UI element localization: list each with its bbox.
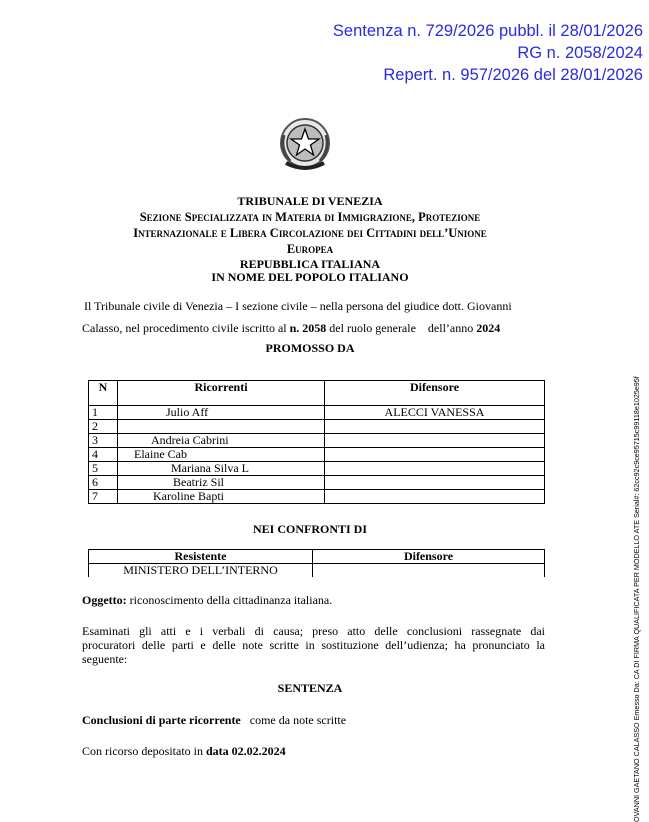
sentenza-heading: SENTENZA — [277, 681, 343, 695]
stamp-repert: Repert. n. 957/2026 del 28/01/2026 — [383, 66, 643, 84]
promosso-da-heading: PROMOSSO DA — [265, 341, 355, 355]
resistente-name: MINISTERO DELL’INTERNO — [89, 564, 313, 578]
ricorrente-name: Karoline Bapti — [118, 490, 325, 504]
esaminati-line-3: seguente: — [82, 652, 128, 666]
ricorrente-name: Andreia Cabrini — [118, 434, 325, 448]
section-line-2: Internazionale e Libera Circolazione dei Cittadini dell’Unione — [133, 226, 487, 240]
row-number: 3 — [89, 434, 118, 448]
ricorrente-name: Elaine Cab — [118, 448, 325, 462]
difensore-name — [325, 476, 545, 490]
table-row — [89, 564, 545, 578]
difensore-name — [313, 564, 545, 578]
rg-number: n. 2058 — [289, 321, 327, 335]
rg-year: 2024 — [476, 321, 501, 335]
table-row — [89, 406, 545, 420]
conclusioni-text: come da note scritte — [240, 713, 347, 727]
ricorso-deposit — [82, 743, 286, 759]
section-line-1: Sezione Specializzata in Materia di Immigrazione, Protezione — [139, 210, 481, 224]
row-number: 7 — [89, 490, 118, 504]
intro-text: del ruolo generale dell’anno — [326, 321, 477, 335]
ricorrente-name: Beatriz Sil — [118, 476, 325, 490]
table-row — [89, 462, 545, 476]
republic-heading: REPUBBLICA ITALIANA — [239, 257, 381, 271]
ricorso-text: Con ricorso depositato in — [82, 744, 206, 758]
conclusioni-label: Conclusioni di parte ricorrente — [82, 713, 241, 727]
header-resistente: Resistente — [89, 550, 313, 564]
stamp-sentenza: Sentenza n. 729/2026 pubbl. il 28/01/2026 — [332, 22, 643, 40]
difensore-name — [325, 448, 545, 462]
ricorrente-name — [118, 420, 325, 434]
oggetto-label: Oggetto: — [82, 593, 127, 607]
resistente-table — [88, 549, 545, 577]
section-line-3: Europea — [286, 242, 334, 256]
oggetto — [82, 592, 332, 608]
difensore-name — [325, 490, 545, 504]
ricorso-date: data 02.02.2024 — [205, 744, 286, 758]
ricorrenti-table — [88, 380, 545, 504]
table-row — [89, 434, 545, 448]
conclusioni — [82, 712, 346, 728]
in-name-heading: IN NOME DEL POPOLO ITALIANO — [211, 270, 409, 284]
row-number: 6 — [89, 476, 118, 490]
esaminati-paragraph — [82, 624, 545, 666]
esaminati-line-2: procuratori delle parti e delle note scritte in sostituzione dell’udienza; ha pronunciato la — [82, 638, 545, 652]
header-ricorrenti: Ricorrenti — [118, 381, 325, 406]
difensore-name — [325, 462, 545, 476]
table-row — [89, 490, 545, 504]
row-number: 2 — [89, 420, 118, 434]
ricorrente-name: Julio Aff — [118, 406, 325, 420]
court-name: TRIBUNALE DI VENEZIA — [237, 194, 383, 208]
row-number: 1 — [89, 406, 118, 420]
intro-line-1: Il Tribunale civile di Venezia – I sezione civile – nella persona del giudice dott. Giovanni — [84, 299, 512, 313]
stamp-rg: RG n. 2058/2024 — [517, 44, 643, 62]
intro-line-2 — [82, 320, 500, 336]
table-header-row — [89, 381, 545, 406]
table-row — [89, 448, 545, 462]
header-difensore: Difensore — [325, 381, 545, 406]
table-header-row — [89, 550, 545, 564]
table-row — [89, 476, 545, 490]
italian-republic-emblem-icon — [276, 115, 334, 177]
difensore-name — [325, 420, 545, 434]
difensore-name: ALECCI VANESSA — [325, 406, 545, 420]
table-row — [89, 420, 545, 434]
difensore-name — [325, 434, 545, 448]
header-n: N — [89, 381, 118, 406]
row-number: 4 — [89, 448, 118, 462]
publication-stamp — [333, 20, 643, 86]
esaminati-line-1: Esaminati gli atti e i verbali di causa; preso atto delle conclusioni rassegnate dai — [82, 624, 545, 638]
ricorrente-name: Mariana Silva L — [118, 462, 325, 476]
header-difensore: Difensore — [313, 550, 545, 564]
digital-signature-vertical: OVANNI GAETANO CALASSO Emesso Da: CA DI FIRMA QUALIFICATA PER MODELLO ATE Serial#: 62cc92c9ce95715c99118e1025e95f — [632, 376, 641, 822]
nei-confronti-heading: NEI CONFRONTI DI — [252, 522, 367, 536]
intro-text: Calasso, nel procedimento civile iscritto al — [82, 321, 290, 335]
oggetto-text: riconoscimento della cittadinanza italiana. — [126, 593, 333, 607]
row-number: 5 — [89, 462, 118, 476]
